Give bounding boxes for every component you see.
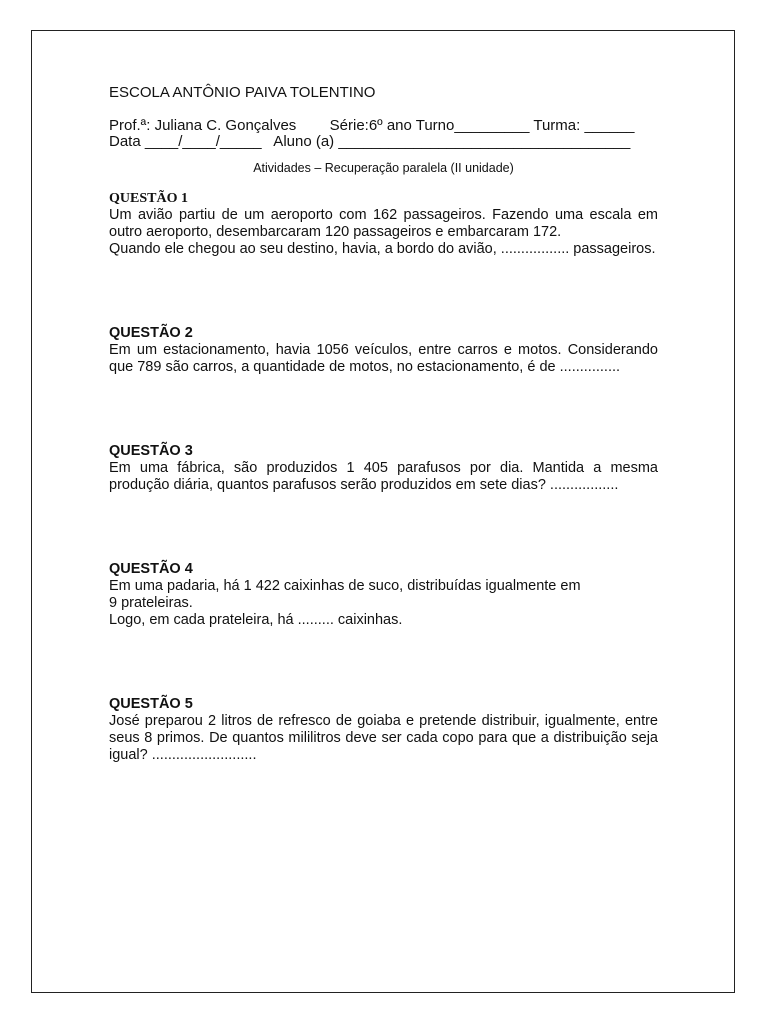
question-3-text: Em uma fábrica, são produzidos 1 405 parafusos por dia. Mantida a mesma produção diária, quantos parafusos serão produzidos em sete dias? ................. (109, 460, 658, 493)
question-4 (109, 561, 658, 629)
activity-subtitle: Atividades – Recuperação paralela (II unidade) (253, 161, 514, 175)
question-1-text: Um avião partiu de um aeroporto com 162 passageiros. Fazendo uma escala em outro aeroporto, desembarcaram 120 passageiros e embarcaram 172. (109, 207, 658, 240)
question-5 (109, 696, 658, 764)
question-2-text: Em um estacionamento, havia 1056 veículos, entre carros e motos. Considerando que 789 são carros, a quantidade de motos, no estacionamento, é de ............... (109, 342, 658, 375)
question-2-title: QUESTÃO 2 (109, 325, 193, 341)
question-3 (109, 443, 658, 494)
question-2 (109, 325, 658, 376)
question-1-text: Quando ele chegou ao seu destino, havia, a bordo do avião, ................. passageiros. (109, 241, 656, 257)
question-1 (109, 190, 658, 258)
question-4-text: 9 prateleiras. (109, 595, 193, 611)
header-student-line: Data ____/____/_____ Aluno (a) ___________________________________ (109, 133, 631, 150)
question-1-title: QUESTÃO 1 (109, 191, 188, 206)
question-3-title: QUESTÃO 3 (109, 443, 193, 459)
question-5-text: José preparou 2 litros de refresco de goiaba e pretende distribuir, igualmente, entre seus 8 primos. De quantos mililitros deve ser cada copo para que a distribuição seja igual? .......................... (109, 713, 658, 763)
question-4-text: Em uma padaria, há 1 422 caixinhas de suco, distribuídas igualmente em (109, 578, 581, 594)
document-content (109, 84, 658, 764)
question-4-text: Logo, em cada prateleira, há ......... caixinhas. (109, 612, 403, 628)
question-5-title: QUESTÃO 5 (109, 696, 193, 712)
header-info (109, 118, 658, 150)
school-name: ESCOLA ANTÔNIO PAIVA TOLENTINO (109, 84, 376, 101)
header-teacher-line: Prof.ª: Juliana C. Gonçalves Série:6º ano Turno_________ Turma: ______ (109, 117, 635, 134)
question-4-title: QUESTÃO 4 (109, 561, 193, 577)
